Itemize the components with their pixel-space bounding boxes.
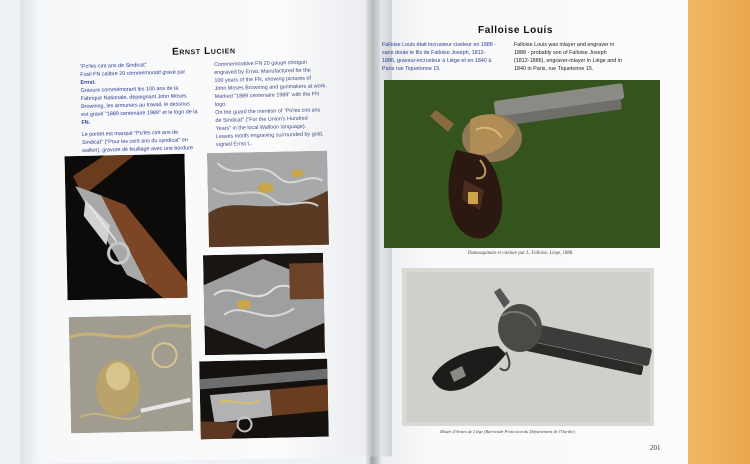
left-en-line: John Moses Browning and gunmakers at work. [214, 83, 327, 92]
left-fr-line: wallon), gravure de feuillage avec une bordure [82, 145, 194, 154]
right-page-heading: Falloise Louis [478, 25, 554, 36]
color-photo-caption: Damasquinure et ciselure par L. Falloise, Liège, 1888. [468, 251, 574, 256]
book-gutter [366, 0, 380, 464]
left-fr-line: Fabrique Nationale, dépeignant John Moses [80, 93, 187, 102]
shotgun-receiver-photo [65, 154, 188, 300]
left-en-line: logo. [214, 101, 227, 108]
left-fr-line: Ernst. [80, 79, 96, 86]
left-fr-line: Le pontet est marqué "Po'les cint ans de [81, 129, 179, 138]
left-fr-line: Gravure commémorant les 100 ans de la [80, 85, 179, 94]
left-en-line: 100 years of the FN, showing pictures of [214, 75, 311, 84]
left-fr-line: est gravé "1889 centenaire 1989" et le logo de la [81, 109, 198, 118]
revolver-color-photo [384, 80, 660, 248]
shotgun-side-view-photo [199, 359, 329, 440]
left-fr-line: "Po'les cint ans de Sindicat" [80, 62, 147, 70]
right-en-line: Falloise Louis was inlayer and engraver in [514, 42, 615, 48]
engraved-side-plate-photo [207, 151, 329, 247]
right-en-line: 1840 in Paris, rue Tiquetonne 15. [514, 66, 594, 72]
left-en-line: On the guard the mention of "Po'les cint ans [215, 107, 321, 116]
left-en-line: de Sindicat" ("For the Union's Hundred [215, 115, 308, 124]
right-fr-line: sans doute le fils de Falloise Joseph, 1812- [382, 50, 486, 56]
left-en-line: Marked "1889 centenaire 1989" with the FN [214, 91, 320, 100]
engraved-receiver-closeup-photo [203, 253, 325, 355]
left-page-heading: Ernst Lucien [171, 45, 236, 58]
left-fr-line: Browning, les armuriers au travail, le dessous [80, 101, 190, 110]
left-en-line: Commemorative FN 20 gauge shotgun [214, 59, 308, 68]
right-en-line: (1812-1886), engraver-inlayer in Liège and in [514, 58, 622, 64]
right-fr-line: Falloise Louis était incrusteur ciseleur en 1888 - [382, 42, 497, 48]
left-en-line: Years" in the local Walloon language). [215, 123, 307, 132]
left-en-line: Leaves motifs engraving surrounded by gold, [215, 131, 324, 140]
right-en-line: 1888 - probably son of Falloise Joseph [514, 50, 607, 56]
right-fr-line: Paris rue Tiquetonne 15. [382, 66, 441, 72]
left-fr-line: Sindicat" ("Pour les cent ans du syndicat" en [81, 137, 189, 146]
revolver-bw-photo [402, 268, 654, 426]
left-fr-line: Fusil FN calibre 20 commemoratif gravé par [80, 69, 186, 78]
left-en-line: engraved by Ernst. Manufactured for the [214, 67, 311, 76]
right-fr-line: 1886, graveur-incrusteur à Liège et en 1840 à [382, 58, 492, 64]
left-fr-line: FN. [81, 119, 91, 126]
left-en-line: signed Ernst L. [215, 141, 253, 148]
bw-photo-caption: Musée d'Armes de Liège (Barricade Protection du Département de l'Ourthe). [440, 429, 576, 434]
gold-inlay-portrait-photo [69, 315, 193, 434]
page-number: 201 [650, 444, 661, 452]
